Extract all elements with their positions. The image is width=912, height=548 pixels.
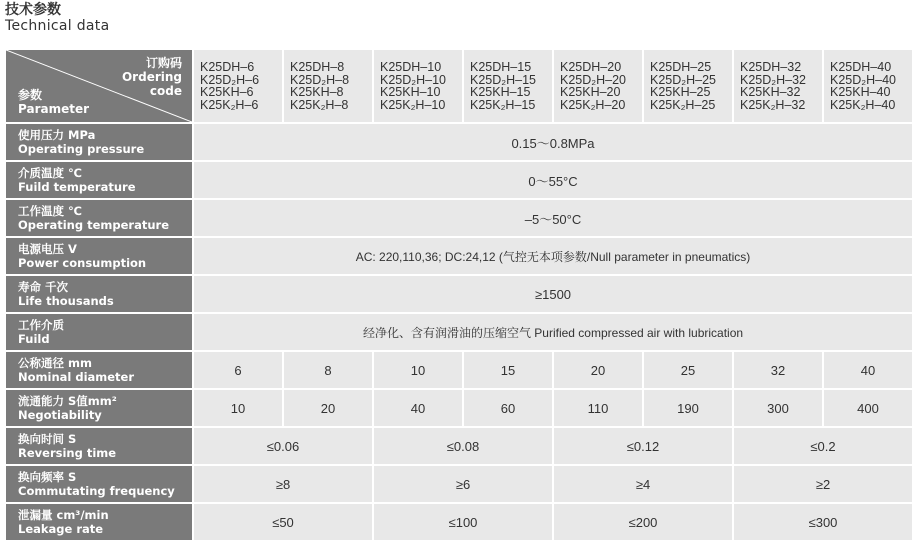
model-code: K25D₂H–20 [560, 72, 627, 87]
row-label [6, 466, 192, 502]
value-cell: ≤0.06 [194, 428, 372, 464]
label-cn: 电源电压 V [18, 242, 77, 256]
label-en: Operating temperature [18, 218, 169, 232]
value-cell: ≥8 [194, 466, 372, 502]
value-cell: ≤200 [554, 504, 732, 540]
value-cell: 6 [194, 352, 282, 388]
model-code: K25KH–20 [560, 85, 621, 99]
value-cell: 32 [734, 352, 822, 388]
model-code: K25KH–8 [290, 85, 344, 99]
label-cn: 寿命 千次 [18, 280, 69, 294]
value-cell: ≤0.2 [734, 428, 912, 464]
model-code: K25DH–6 [200, 60, 255, 74]
label-en: Life thousands [18, 294, 114, 308]
value-cell: 60 [464, 390, 552, 426]
label-en: Reversing time [18, 446, 117, 460]
label-cn: 换向频率 S [18, 470, 77, 484]
model-code: K25K₂H–40 [830, 97, 896, 112]
label-cn: 工作温度 ℃ [18, 204, 82, 218]
label-en: Fuild temperature [18, 180, 136, 194]
ordering-code-label [122, 56, 182, 98]
title-chinese: 技术参数 [5, 2, 61, 18]
ordering-code-en-2: code [149, 84, 182, 98]
value-cell: ≥6 [374, 466, 552, 502]
value-cell: 400 [824, 390, 912, 426]
value-cell: 25 [644, 352, 732, 388]
model-column-40 [824, 50, 912, 122]
model-code: K25K₂H–20 [560, 97, 626, 112]
label-cn: 流通能力 S值mm² [18, 394, 117, 408]
value-cell: –5～50°C [194, 200, 912, 236]
model-code: K25K₂H–8 [290, 97, 349, 112]
model-code: K25DH–8 [290, 60, 345, 74]
value-cell: 300 [734, 390, 822, 426]
row-reversing-time [6, 428, 912, 464]
row-label [6, 390, 192, 426]
row-label [6, 200, 192, 236]
technical-data-table [4, 48, 912, 542]
header-row [6, 50, 912, 122]
model-code: K25D₂H–15 [470, 72, 537, 87]
model-code: K25K₂H–6 [200, 97, 259, 112]
model-column-25 [644, 50, 732, 122]
value-cell: ≥1500 [194, 276, 912, 312]
model-code: K25DH–20 [560, 60, 622, 74]
model-code: K25KH–6 [200, 85, 254, 99]
value-cell: 40 [824, 352, 912, 388]
model-code: K25K₂H–32 [740, 97, 806, 112]
row-label [6, 428, 192, 464]
row-label [6, 276, 192, 312]
row-operating-temperature [6, 200, 912, 236]
model-code: K25D₂H–25 [650, 72, 717, 87]
parameter-label [18, 88, 89, 116]
label-cn: 工作介质 [18, 318, 64, 332]
label-en: Nominal diameter [18, 370, 135, 384]
model-code: K25K₂H–25 [650, 97, 716, 112]
row-power-consumption [6, 238, 912, 274]
value-cell: ≤50 [194, 504, 372, 540]
row-label [6, 314, 192, 350]
parameter-en: Parameter [18, 102, 90, 116]
label-en: Operating pressure [18, 142, 145, 156]
value-cell: ≤0.08 [374, 428, 552, 464]
model-code: K25DH–32 [740, 60, 802, 74]
model-column-15 [464, 50, 552, 122]
model-code: K25KH–25 [650, 85, 711, 99]
value-cell: 10 [194, 390, 282, 426]
label-cn: 介质温度 ℃ [18, 166, 82, 180]
label-en: Commutating frequency [18, 484, 175, 498]
page-heading [5, 2, 109, 34]
row-nominal-diameter [6, 352, 912, 388]
value-cell: ≥2 [734, 466, 912, 502]
value-cell: 20 [554, 352, 642, 388]
value-cell: 0～55°C [194, 162, 912, 198]
value-cell: 8 [284, 352, 372, 388]
model-code: K25D₂H–8 [290, 72, 350, 87]
value-cell: 40 [374, 390, 462, 426]
label-en: Leakage rate [18, 522, 104, 536]
value-cell: ≤0.12 [554, 428, 732, 464]
ordering-code-en-1: Ordering [121, 70, 182, 84]
model-column-20 [554, 50, 642, 122]
parameter-cn: 参数 [18, 88, 43, 102]
value-cell: ≤300 [734, 504, 912, 540]
row-label [6, 162, 192, 198]
label-cn: 泄漏量 cm³/min [18, 508, 109, 522]
model-code: K25KH–10 [380, 85, 441, 99]
model-code: K25D₂H–10 [380, 72, 447, 87]
row-label [6, 238, 192, 274]
value-cell: ≤100 [374, 504, 552, 540]
model-code: K25DH–10 [380, 60, 442, 74]
label-en: Fuild [18, 332, 50, 346]
value-cell: 15 [464, 352, 552, 388]
model-code: K25KH–40 [830, 85, 891, 99]
label-en: Power consumption [18, 256, 147, 270]
label-cn: 换向时间 S [18, 432, 77, 446]
model-code: K25D₂H–6 [200, 72, 260, 87]
model-code: K25DH–15 [470, 60, 532, 74]
model-code: K25D₂H–40 [830, 72, 897, 87]
model-code: K25DH–40 [830, 60, 892, 74]
model-code: K25DH–25 [650, 60, 712, 74]
row-label [6, 504, 192, 540]
row-leakage-rate [6, 504, 912, 540]
model-column-10 [374, 50, 462, 122]
model-column-32 [734, 50, 822, 122]
row-commutating-frequency [6, 466, 912, 502]
value-cell: 20 [284, 390, 372, 426]
value-cell: 经净化、含有润滑油的压缩空气 Purified compressed air with lubrication [194, 314, 912, 350]
label-cn: 使用压力 MPa [18, 128, 96, 142]
value-cell: 0.15～0.8MPa [194, 124, 912, 160]
model-code: K25K₂H–15 [470, 97, 536, 112]
label-cn: 公称通径 mm [18, 356, 92, 370]
row-label [6, 124, 192, 160]
model-column-6 [194, 50, 282, 122]
value-cell: ≥4 [554, 466, 732, 502]
row-life [6, 276, 912, 312]
row-fluid [6, 314, 912, 350]
row-negotiability [6, 390, 912, 426]
ordering-code-cn: 订购码 [145, 56, 182, 70]
model-code: K25KH–15 [470, 85, 531, 99]
value-cell: AC: 220,110,36; DC:24,12 (气控无本项参数/Null parameter in pneumatics) [194, 238, 912, 274]
model-column-8 [284, 50, 372, 122]
row-fluid-temperature [6, 162, 912, 198]
value-cell: 190 [644, 390, 732, 426]
model-code: K25KH–32 [740, 85, 801, 99]
title-english: Technical data [5, 18, 110, 34]
label-en: Negotiability [18, 408, 102, 422]
row-operating-pressure [6, 124, 912, 160]
model-code: K25D₂H–32 [740, 72, 807, 87]
model-code: K25K₂H–10 [380, 97, 446, 112]
value-cell: 10 [374, 352, 462, 388]
row-label [6, 352, 192, 388]
header-corner-cell [6, 50, 192, 122]
value-cell: 110 [554, 390, 642, 426]
